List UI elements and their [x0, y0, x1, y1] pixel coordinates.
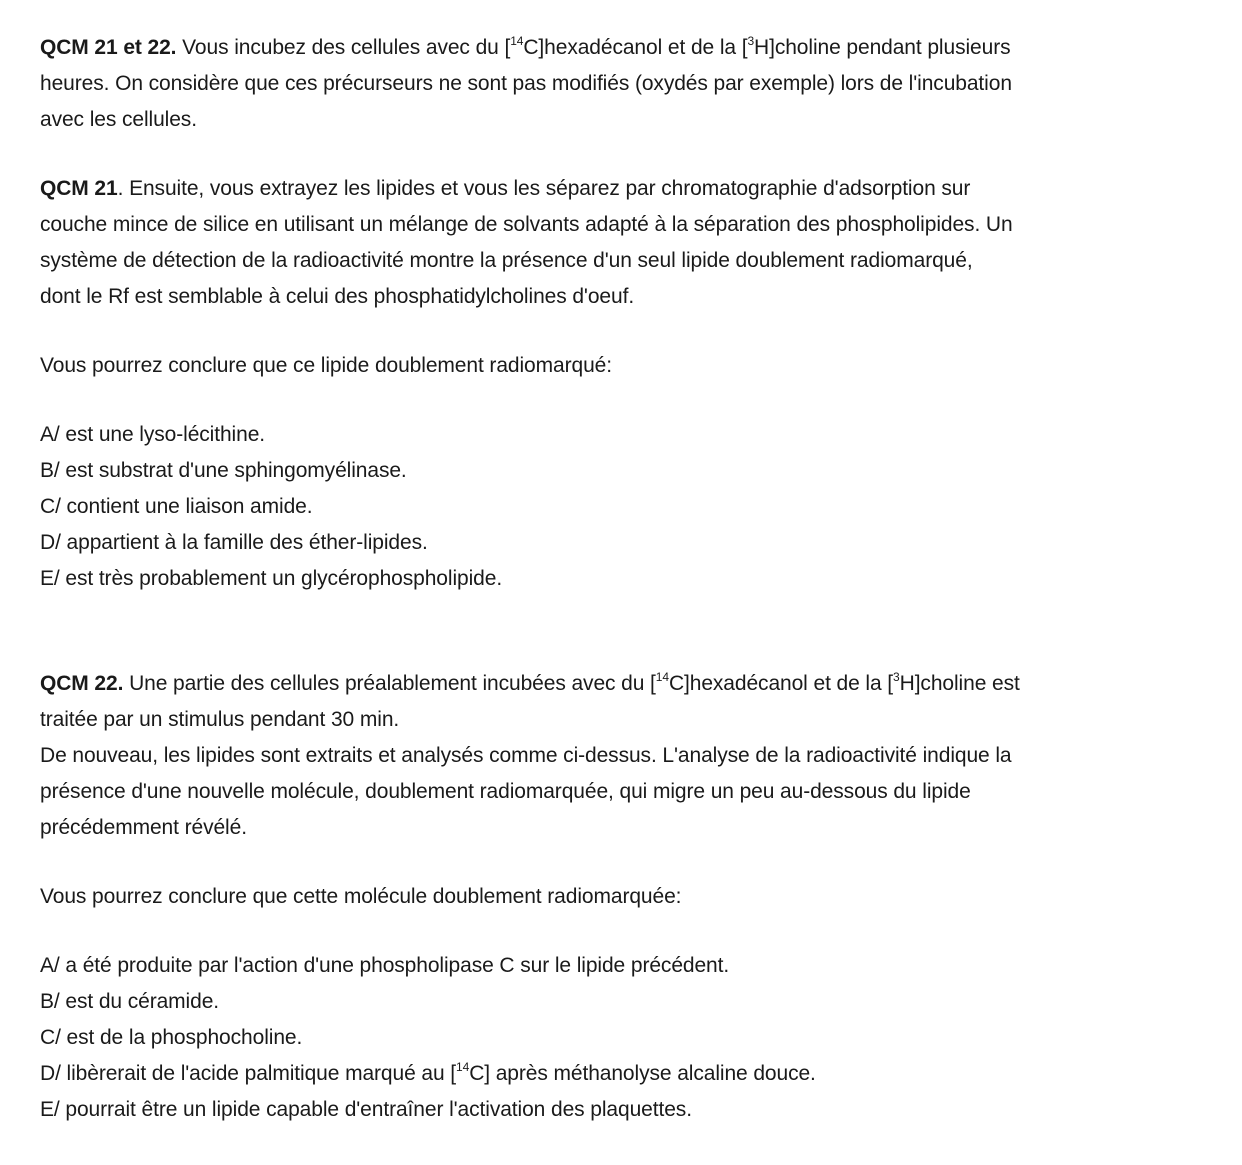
q21-prompt: Vous pourrez conclure que ce lipide doublement radiomarqué:	[40, 354, 612, 377]
q22-text-b: C]hexadécanol et de la [	[668, 672, 894, 695]
intro-text-c: H]choline pendant plusieurs	[754, 36, 1011, 59]
q21-option-e: E/ est très probablement un glycérophospholipide.	[40, 567, 503, 590]
q22-prompt: Vous pourrez conclure que cette molécule doublement radiomarquée:	[40, 885, 682, 908]
q22-text-a: Une partie des cellules préalablement incubées avec du [	[123, 672, 656, 695]
q22-text-c: H]choline est	[899, 672, 1020, 695]
intro-paragraph	[40, 30, 1210, 138]
q21-option-b: B/ est substrat d'une sphingomyélinase.	[40, 459, 407, 482]
q21-line-2: couche mince de silice en utilisant un mélange de solvants adapté à la séparation des phospholipides. Un	[40, 213, 1013, 236]
q21-option-c: C/ contient une liaison amide.	[40, 495, 313, 518]
intro-isotope-h: 3	[747, 34, 755, 48]
q22-line-4: présence d'une nouvelle molécule, doublement radiomarquée, qui migre un peu au-dessous du lipide	[40, 780, 971, 803]
intro-line-1	[40, 30, 1210, 66]
intro-label: QCM 21 et 22.	[40, 36, 177, 59]
q22-label: QCM 22.	[40, 672, 124, 695]
document-page	[40, 30, 1210, 1128]
q22-paragraph	[40, 666, 1210, 846]
q22-option-d	[40, 1056, 1210, 1092]
q21-option-d: D/ appartient à la famille des éther-lipides.	[40, 531, 428, 554]
q22-option-d-text-b: C] après méthanolyse alcaline douce.	[469, 1062, 816, 1085]
q21-paragraph	[40, 171, 1210, 315]
q22-option-c: C/ est de la phosphocholine.	[40, 1026, 303, 1049]
intro-line-2: heures. On considère que ces précurseurs ne sont pas modifiés (oxydés par exemple) lors de l'incubation	[40, 72, 1012, 95]
q21-line-3: système de détection de la radioactivité montre la présence d'un seul lipide doublement radiomarqué,	[40, 249, 973, 272]
intro-text-a: Vous incubez des cellules avec du [	[176, 36, 511, 59]
q21-line-1	[40, 171, 1210, 207]
q22-option-d-text-a: D/ libèrerait de l'acide palmitique marqué au [	[40, 1062, 457, 1085]
intro-text-b: C]hexadécanol et de la [	[523, 36, 748, 59]
q22-isotope-c: 14	[655, 670, 669, 684]
intro-line-3: avec les cellules.	[40, 108, 197, 131]
q21-label: QCM 21	[40, 177, 118, 200]
q21-line-4: dont le Rf est semblable à celui des phosphatidylcholines d'oeuf.	[40, 285, 635, 308]
q21-option-a: A/ est une lyso-lécithine.	[40, 423, 266, 446]
intro-isotope-c: 14	[510, 34, 524, 48]
q22-options	[40, 948, 1210, 1128]
q22-isotope-h: 3	[893, 670, 900, 684]
q21-line-1-text: . Ensuite, vous extrayez les lipides et vous les séparez par chromatographie d'adsorption sur	[117, 177, 971, 200]
q22-option-b: B/ est du céramide.	[40, 990, 220, 1013]
q22-option-d-isotope: 14	[456, 1060, 470, 1074]
q22-line-3: De nouveau, les lipides sont extraits et analysés comme ci-dessus. L'analyse de la radioactivité indique la	[40, 744, 1012, 767]
q21-options	[40, 417, 1210, 597]
q22-line-5: précédemment révélé.	[40, 816, 247, 839]
q22-option-e: E/ pourrait être un lipide capable d'entraîner l'activation des plaquettes.	[40, 1098, 692, 1121]
q22-line-1	[40, 666, 1210, 702]
q22-option-a: A/ a été produite par l'action d'une phospholipase C sur le lipide précédent.	[40, 954, 730, 977]
q22-line-2: traitée par un stimulus pendant 30 min.	[40, 708, 400, 731]
